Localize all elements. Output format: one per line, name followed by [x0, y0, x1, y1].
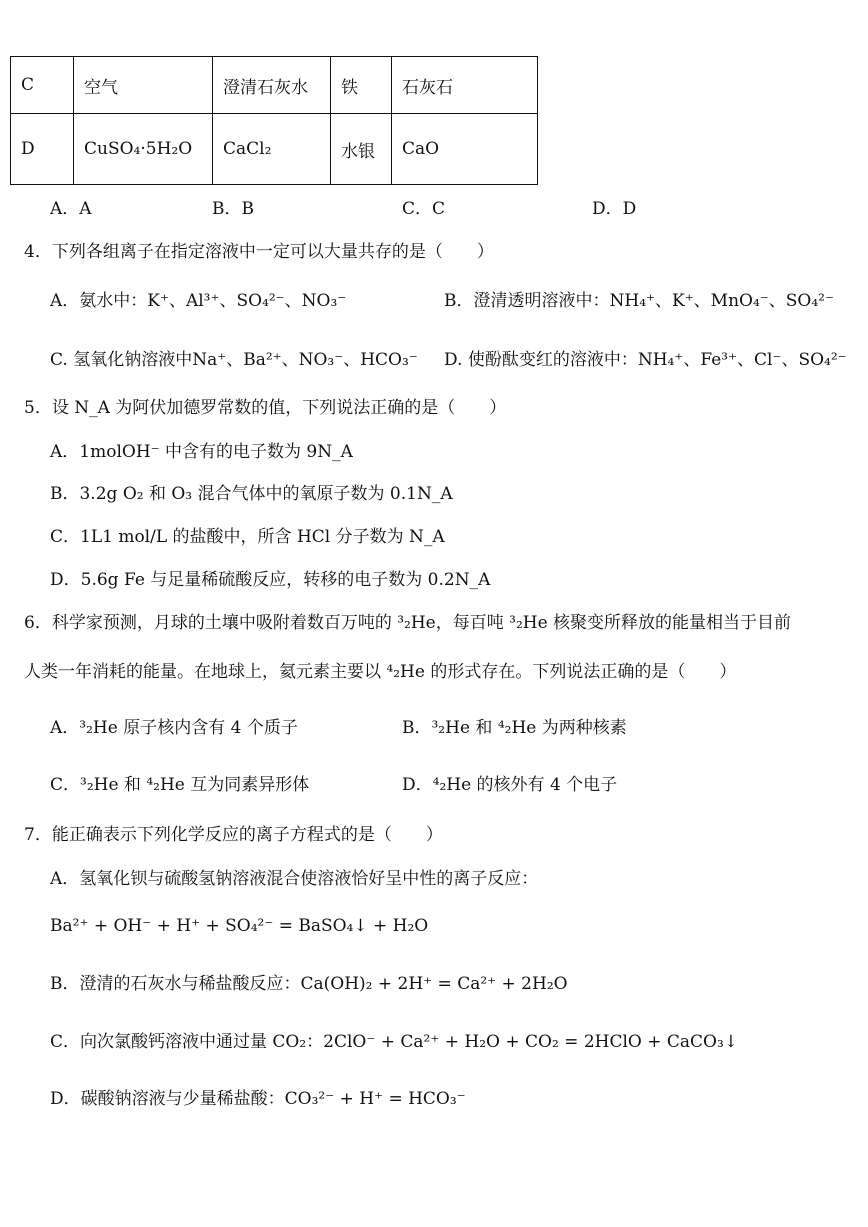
q5-option-d: D．5.6g Fe 与足量稀硫酸反应，转移的电子数为 0.2N_A — [50, 570, 491, 590]
table-cell: C — [11, 57, 74, 114]
q7-c-text: C．向次氯酸钙溶液中通过量 CO₂： — [50, 1032, 324, 1052]
q7-d-text: D．碳酸钠溶液与少量稀盐酸： — [50, 1089, 285, 1109]
q5-option-b: B．3.2g O₂ 和 O₃ 混合气体中的氧原子数为 0.1N_A — [50, 484, 453, 504]
table-cell: CaO — [392, 114, 538, 185]
q5-option-a: A．1molOH⁻ 中含有的电子数为 9N_A — [50, 442, 353, 462]
q4-c-ions: Na⁺、Ba²⁺、NO₃⁻、HCO₃⁻ — [192, 350, 418, 370]
table-cell: 澄清石灰水 — [213, 57, 331, 114]
q4-d-ions: NH₄⁺、Fe³⁺、Cl⁻、SO₄²⁻ — [637, 350, 847, 370]
q7-stem: 7．能正确表示下列化学反应的离子方程式的是（ ） — [24, 825, 443, 845]
q4-c-prefix: C. 氢氧化钠溶液中 — [50, 350, 193, 370]
q4-option-b — [444, 293, 834, 310]
q3-option-c: C．C — [402, 199, 446, 219]
q5-option-c: C．1L1 mol/L 的盐酸中，所含 HCl 分子数为 N_A — [50, 527, 445, 547]
q4-b-prefix: B．澄清透明溶液中： — [444, 291, 610, 311]
q4-stem: 4．下列各组离子在指定溶液中一定可以大量共存的是（ ） — [24, 242, 494, 262]
q3-option-b: B．B — [212, 199, 254, 219]
q6-option-a: A．³₂He 原子核内含有 4 个质子 — [50, 718, 298, 738]
q4-option-d — [444, 352, 847, 369]
substance-table — [10, 56, 538, 185]
q4-d-prefix: D. 使酚酞变红的溶液中： — [444, 350, 638, 370]
table-cell: 空气 — [74, 57, 213, 114]
table-row — [11, 57, 538, 114]
table-cell: CuSO₄·5H₂O — [74, 114, 213, 185]
table-cell: CaCl₂ — [213, 114, 331, 185]
q4-a-ions: K⁺、Al³⁺、SO₄²⁻、NO₃⁻ — [147, 291, 347, 311]
q4-a-prefix: A．氨水中： — [50, 291, 148, 311]
q7-option-c — [50, 1034, 738, 1051]
q7-option-a-equation: Ba²⁺ + OH⁻ + H⁺ + SO₄²⁻ = BaSO₄↓ + H₂O — [50, 916, 429, 936]
q3-option-d: D．D — [592, 199, 637, 219]
q6-option-c: C．³₂He 和 ⁴₂He 互为同素异形体 — [50, 775, 310, 795]
q7-c-equation: 2ClO⁻ + Ca²⁺ + H₂O + CO₂ = 2HClO + CaCO₃↓ — [323, 1032, 739, 1052]
q6-option-b: B．³₂He 和 ⁴₂He 为两种核素 — [402, 718, 627, 738]
q4-b-ions: NH₄⁺、K⁺、MnO₄⁻、SO₄²⁻ — [609, 291, 834, 311]
q3-option-a: A．A — [50, 199, 92, 219]
q5-stem: 5．设 N_A 为阿伏加德罗常数的值，下列说法正确的是（ ） — [24, 398, 507, 418]
q7-d-equation: CO₃²⁻ + H⁺ = HCO₃⁻ — [284, 1089, 466, 1109]
q4-option-a — [50, 293, 346, 310]
q6-stem-line1: 6．科学家预测，月球的土壤中吸附着数百万吨的 ³₂He，每百吨 ³₂He 核聚变所释放的能量相当于目前 — [24, 613, 792, 633]
q7-option-d — [50, 1091, 466, 1108]
table-cell: D — [11, 114, 74, 185]
q7-option-b — [50, 976, 568, 993]
table-cell: 铁 — [331, 57, 392, 114]
q4-option-c — [50, 352, 418, 369]
q7-b-text: B．澄清的石灰水与稀盐酸反应： — [50, 974, 301, 994]
table-cell: 水银 — [331, 114, 392, 185]
q6-stem-line2: 人类一年消耗的能量。在地球上，氦元素主要以 ⁴₂He 的形式存在。下列说法正确的是（ ） — [24, 662, 737, 682]
table-cell: 石灰石 — [392, 57, 538, 114]
q6-option-d: D．⁴₂He 的核外有 4 个电子 — [402, 775, 618, 795]
q7-option-a-text: A．氢氧化钡与硫酸氢钠溶液混合使溶液恰好呈中性的离子反应： — [50, 869, 539, 889]
q7-b-equation: Ca(OH)₂ + 2H⁺ = Ca²⁺ + 2H₂O — [300, 974, 568, 994]
table-row — [11, 114, 538, 185]
